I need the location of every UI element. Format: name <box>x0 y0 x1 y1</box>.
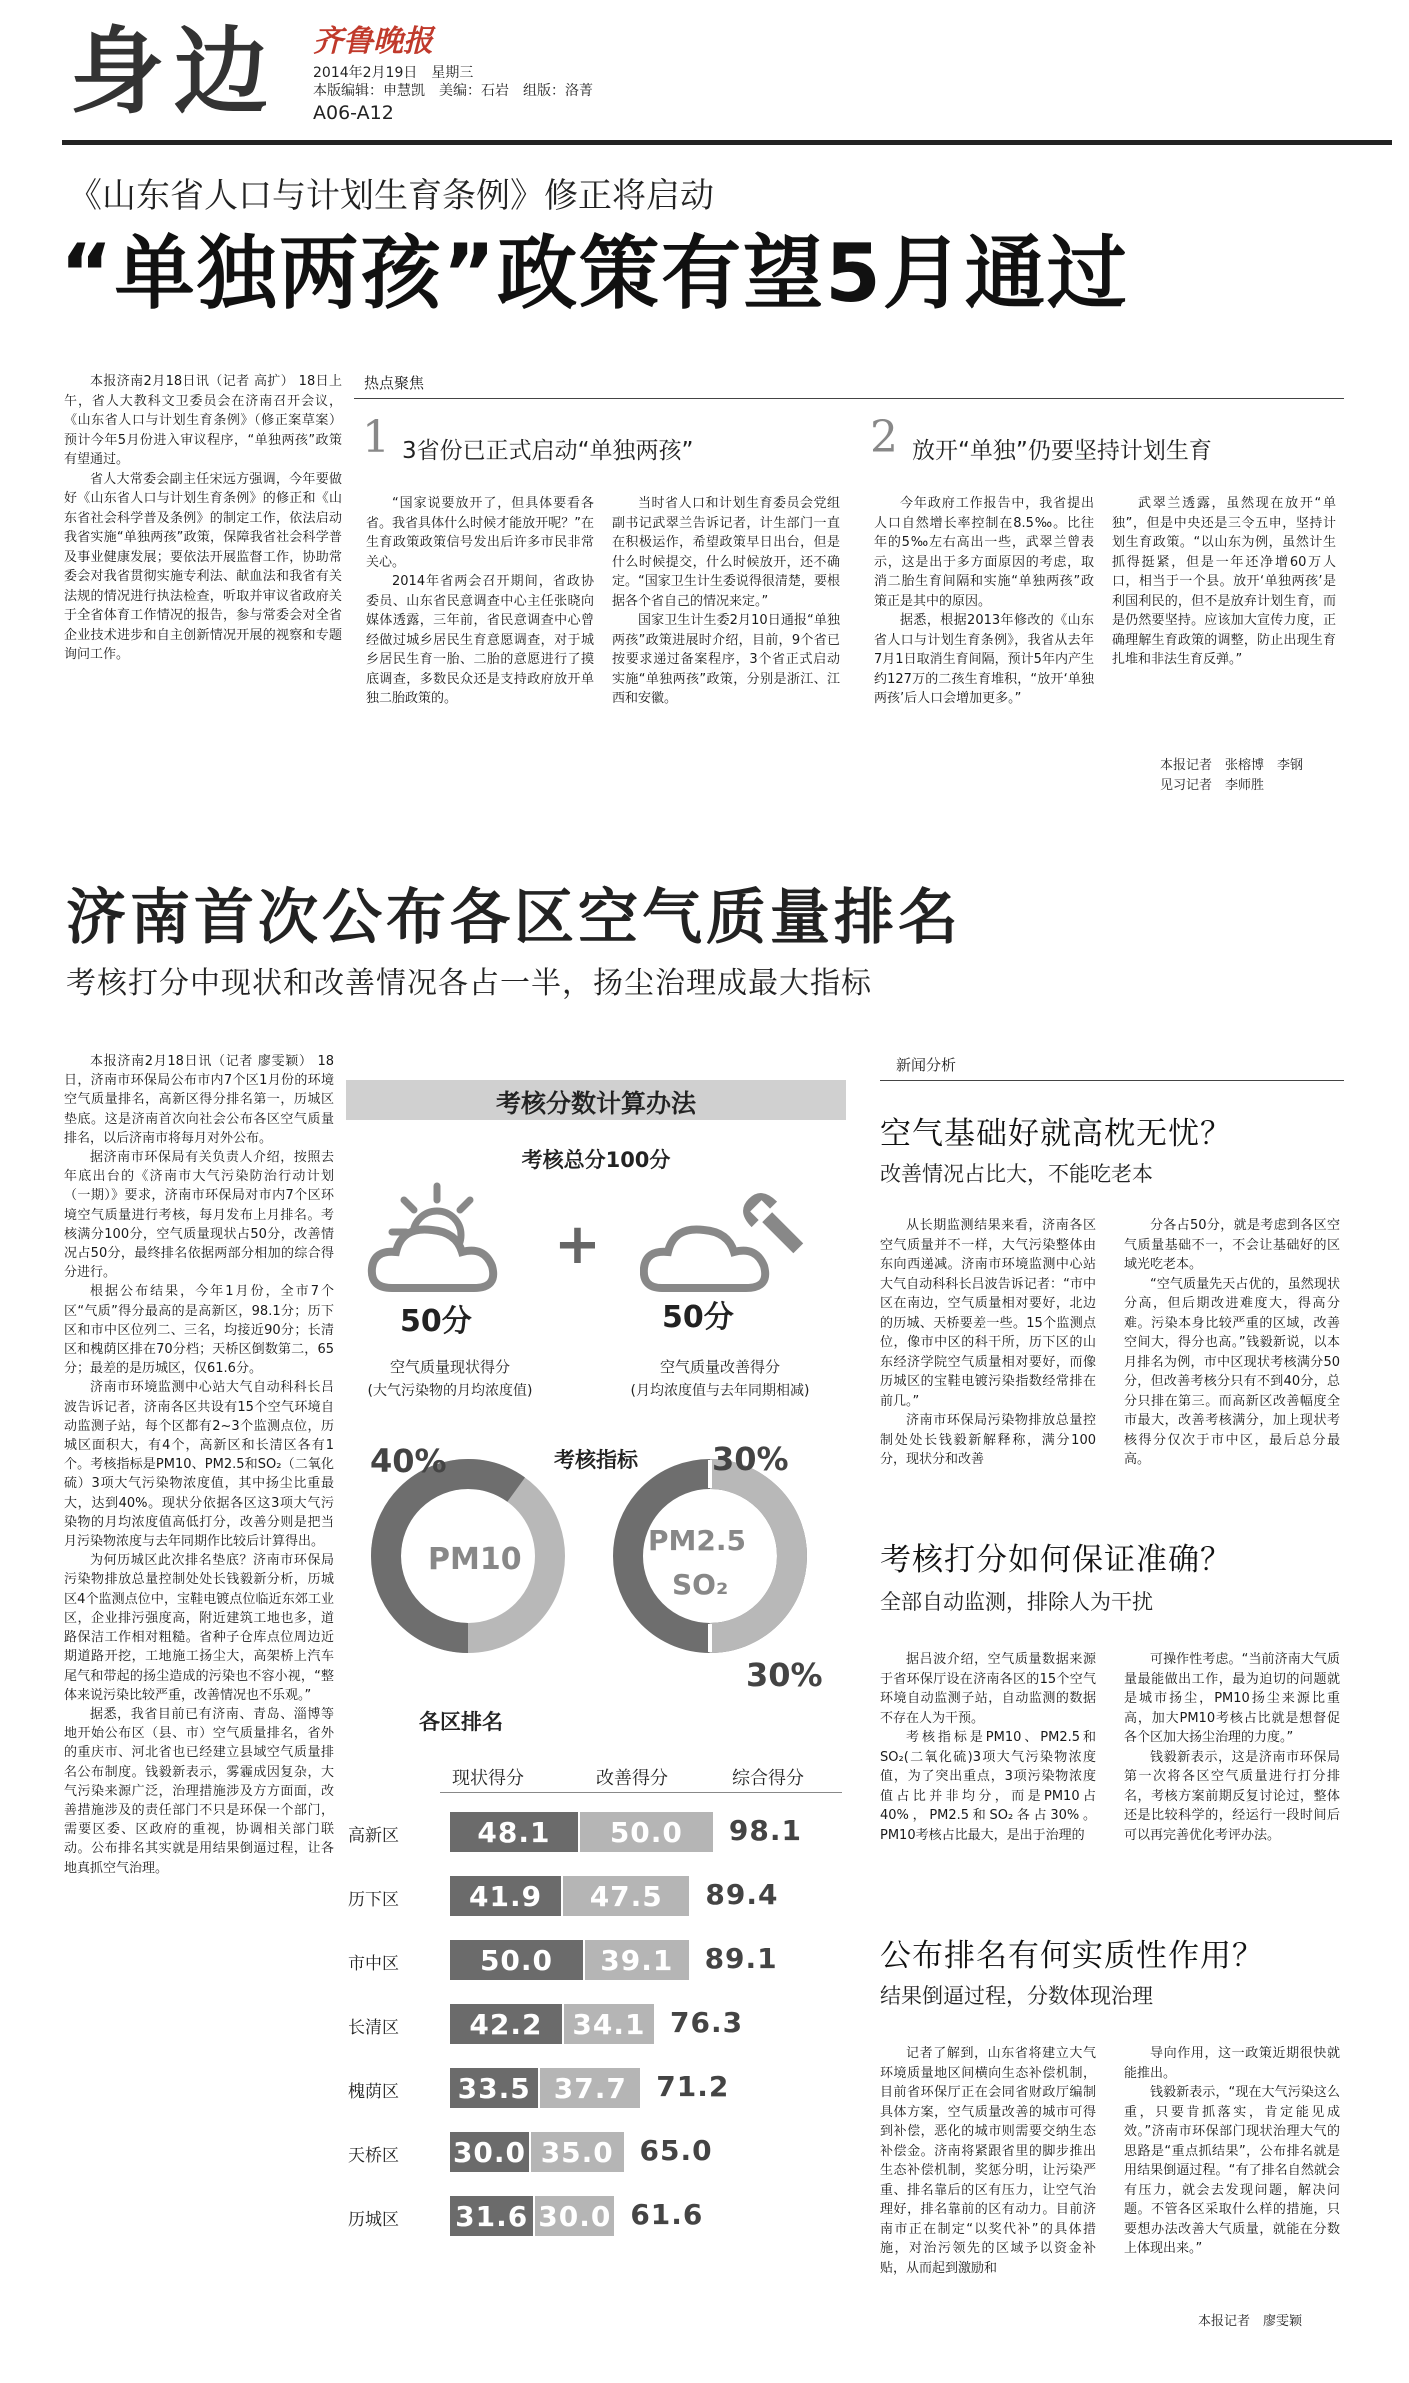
item1-title: 3省份已正式启动“单独两孩” <box>402 438 694 464</box>
q2-col-b <box>1124 1650 1340 1845</box>
info-total-label: 考核总分100分 <box>521 1148 671 1172</box>
paragraph: 当时省人口和计划生育委员会党组副书记武翠兰告诉记者，计生部门一直在积极运作，希望政策早日出台，但是什么时候提交，什么时候放开，还不确定。“国家卫生计生委说得很清楚，要根据各个省自己的情况来定。” <box>612 496 840 609</box>
right-caption-2: (月均浓度值与去年同期相减) <box>630 1383 810 1399</box>
ranking-rule <box>440 1792 842 1793</box>
q2-title: 考核打分如何保证准确？ <box>880 1542 1232 1578</box>
q2-col-a <box>880 1650 1096 1845</box>
item1-number: 1 <box>362 412 390 463</box>
improve-score-bar: 50.0 <box>580 1812 713 1852</box>
total-score-label: 71.2 <box>656 2070 730 2103</box>
total-score-label: 89.1 <box>704 1942 778 1975</box>
section-title: 身边 <box>70 18 279 127</box>
item1-col-b <box>612 494 840 709</box>
paragraph: 济南市环境监测中心站大气自动科科长吕波告诉记者，济南各区共设有15个空气环境自动监测子站，每个区都有2~3个监测点位，历城区面积大，有4个，高新区和长清区各有1个。考核指标是PM10、PM2.5和SO₂（二氧化硫）3项大气污染物浓度值，其中扬尘比重最大，达到40%。现状分依据各区这3项大气污染物的月均浓度值高低打分，改善分则是把当月污染物浓度与去年同期作比较后计算得出。 <box>64 1380 334 1550</box>
item1-col-a <box>366 494 594 709</box>
paragraph: 本报济南2月18日讯（记者 廖雯颖） 18日，济南市环保局公布市内7个区1月份的环境空气质量排名，高新区得分排名第一，历城区垫底。这是济南首次向社会公布各区空气质量排名，以后济南市将每月对外公布。 <box>64 1054 334 1146</box>
paragraph: 济南市环保局污染物排放总量控制处处长钱毅新解释称，满分100分，现状分和改善 <box>880 1413 1096 1467</box>
district-label: 长清区 <box>348 2018 399 2038</box>
current-score-bar: 30.0 <box>450 2132 529 2172</box>
so2-pct: 30% <box>746 1656 823 1694</box>
item2-col-b <box>1112 494 1336 670</box>
q1-title: 空气基础好就高枕无忧？ <box>880 1116 1232 1152</box>
story1-lead <box>64 372 342 665</box>
col-header-total: 综合得分 <box>732 1768 804 1789</box>
cloud-sun-icon <box>362 1180 532 1300</box>
item2-title: 放开“单独”仍要坚持计划生育 <box>912 438 1212 464</box>
paragraph: 根据公布结果，今年1月份，全市7个区“气质”得分最高的是高新区，98.1分；历下区和市中区位列二、三名，均接近90分；长清区和槐荫区排在70分档；天桥区倒数第二，65分；最差的是历城区，仅61.6分。 <box>64 1284 334 1377</box>
item2-number: 2 <box>870 412 898 463</box>
pm10-pct: 40% <box>370 1442 447 1480</box>
ranking-title: 各区排名 <box>419 1710 503 1734</box>
q3-byline: 本报记者 廖雯颖 <box>1198 2314 1303 2329</box>
q1-col-a <box>880 1216 1096 1470</box>
district-label: 历城区 <box>348 2210 399 2230</box>
paragraph: 钱毅新表示，这是济南市环保局第一次将各区空气质量进行打分排名，考核方案前期反复讨论过，整体还是比较科学的，经运行一段时间后可以再完善优化考评办法。 <box>1124 1749 1340 1843</box>
current-score-bar: 42.2 <box>450 2004 562 2044</box>
pm25-pct: 30% <box>712 1440 789 1478</box>
current-score-bar: 48.1 <box>450 1812 578 1852</box>
paragraph: 据悉，根据2013年修改的《山东省人口与计划生育条例》，我省从去年7月1日取消生育间隔，预计5年内产生约127万的二孩生育堆积，“放开‘单独两孩’后人口会增加更多。” <box>874 613 1094 706</box>
paragraph: 钱毅新表示，“现在大气污染这么重，只要肯抓落实，肯定能见成效。”济南市环保部门现状治理大气的思路是“重点抓结果”，公布排名就是用结果倒逼过程。“有了排名自然就会有压力，就会去发现问题，解决问题。不管各区采取什么样的措施，只要想办法改善大气质量，就能在分数上体现出来。” <box>1124 2085 1340 2256</box>
page-range: A06-A12 <box>313 102 394 124</box>
paragraph: 武翠兰透露，虽然现在放开“单独”，但是中央还是三令五申，坚持计划生育政策。“以山东为例，虽然计生抓得挺紧，但是一年还净增60万人口，相当于一个县。放开‘单独两孩’是利国利民的，但不是放弃计划生育，而是仍然要坚持。应该加大宣传力度，正确理解生育政策的调整，防止出现生育扎堆和非法生育反弹。” <box>1112 496 1336 667</box>
item2-byline-2: 见习记者 李师胜 <box>1160 778 1265 793</box>
item2-byline-1: 本报记者 张榕博 李钢 <box>1160 758 1304 773</box>
item2-col-a <box>874 494 1094 709</box>
paragraph: 可操作性考虑。“当前济南大气质量最能做出工作，最为迫切的问题就是城市扬尘，PM10扬尘来源比重高，加大PM10考核占比就是想督促各个区加大扬尘治理的力度。” <box>1124 1652 1340 1745</box>
indicators-title: 考核指标 <box>554 1448 638 1472</box>
pm25-label: PM2.5 <box>648 1524 746 1557</box>
paragraph: 据吕波介绍，空气质量数据来源于省环保厅设在济南各区的15个空气环境自动监测子站，自动监测的数据不存在人为干预。 <box>880 1652 1096 1726</box>
current-score-bar: 50.0 <box>450 1940 583 1980</box>
analysis-label: 新闻分析 <box>896 1056 957 1074</box>
improve-score-bar: 37.7 <box>540 2068 640 2108</box>
q3-sub: 结果倒逼过程，分数体现治理 <box>880 1984 1153 2008</box>
paragraph: 据悉，我省目前已有济南、青岛、淄博等地开始公布区（县、市）空气质量排名，省外的重庆市、河北省也已经建立县域空气质量排名公布制度。钱毅新表示，雾霾成因复杂，大气污染来源广泛，治理措施涉及方方面面，改善措施涉及的责任部门不只是环保一个部门，需要区委、区政府的重视，协调相关部门联动。公布排名其实就是用结果倒逼过程，让各地真抓空气治理。 <box>64 1706 334 1876</box>
paragraph: 考核指标是PM10、PM2.5和SO₂(二氧化硫)3项大气污染物浓度值，为了突出重点，3项污染物浓度值占比并非均分，而是PM10占40%，PM2.5和SO₂各占30%。PM10考核占比最大，是出于治理的 <box>880 1730 1096 1843</box>
info-title: 考核分数计算办法 <box>495 1089 696 1118</box>
paragraph: 2014年省两会召开期间，省政协委员、山东省民意调查中心主任张晓向媒体透露，三年前，省民意调查中心曾经做过城乡居民生育意愿调查，对于城乡居民生育一胎、二胎的意愿进行了摸底调查，多数民众还是支持政府放开单独二胎政策的。 <box>366 574 594 706</box>
district-label: 历下区 <box>348 1890 399 1910</box>
story1-headline: “单独两孩”政策有望5月通过 <box>60 227 1129 320</box>
paragraph: 国家卫生计生委2月10日通报“单独两孩”政策进展时介绍，目前，9个省已按要求递过备案程序，3个省正式启动实施“单独两孩”政策，分别是浙江、江西和安徽。 <box>612 613 840 706</box>
paragraph: “国家说要放开了，但具体要看各省。我省具体什么时候才能放开呢？”在生育政策政策信号发出后许多市民非常关心。 <box>366 496 594 570</box>
district-label: 市中区 <box>348 1954 399 1974</box>
paragraph: 据济南市环保局有关负责人介绍，按照去年底出台的《济南市大气污染防治行动计划（一期）》要求，济南市环保局对市内7个区环境空气质量进行考核，每月发布上月排名。考核满分100分，空气质量现状占50分，改善情况占50分，最终排名依据两部分相加的综合得分进行。 <box>64 1150 334 1281</box>
right-caption-1: 空气质量改善得分 <box>659 1358 780 1376</box>
current-score-bar: 33.5 <box>450 2068 538 2108</box>
paragraph: 省人大常委会副主任宋远方强调，今年要做好《山东省人口与计划生育条例》的修正和《山东省社会科学普及条例》的制定工作，依法启动我省实施“单独两孩”政策，保障我省社会科学普及事业健康发展；要依法开展监督工作，协助常委会对我省贯彻实施专利法、献血法和我省有关法规的情况进行执法检查，听取并审议省政府关于全省体育工作情况的报告，参与常委会对全省企业技术进步和自主创新情况开展的视察和专题询问工作。 <box>64 471 342 662</box>
left-points: 50分 <box>400 1304 472 1339</box>
cloud-wrench-icon <box>640 1180 820 1300</box>
paragraph: “空气质量先天占优的，虽然现状分高，但后期改进难度大，得高分难。污染本身比较严重的区域，改善空间大，得分也高。”钱毅新说，以本月排名为例，市中区现状考核满分50分，但改善考核分只有不到40分，总分只排在第三。而高新区改善幅度全市最大，改善考核满分，加上现状考核得分仅次于市中区，最后总分最高。 <box>1124 1276 1340 1467</box>
analysis-rule <box>880 1080 1344 1081</box>
col-header-improve: 改善得分 <box>596 1768 668 1789</box>
q3-col-b <box>1124 2044 1340 2259</box>
total-score-label: 89.4 <box>705 1878 779 1911</box>
improve-score-bar: 30.0 <box>535 2196 614 2236</box>
q1-col-b <box>1124 1216 1340 1470</box>
col-header-current: 现状得分 <box>452 1768 524 1789</box>
current-score-bar: 41.9 <box>450 1876 561 1916</box>
focus-rule <box>354 398 1344 399</box>
q3-col-a <box>880 2044 1096 2278</box>
left-caption-2: (大气污染物的月均浓度值) <box>367 1383 533 1399</box>
total-score-label: 61.6 <box>630 2198 704 2231</box>
current-score-bar: 31.6 <box>450 2196 533 2236</box>
plus-sign: + <box>554 1212 601 1277</box>
paragraph: 导向作用，这一政策近期很快就能推出。 <box>1124 2046 1340 2081</box>
right-points: 50分 <box>662 1300 734 1335</box>
staff-line: 本版编辑：申慧凯 美编：石岩 组版：洛菁 <box>313 83 593 99</box>
q2-sub: 全部自动监测，排除人为干扰 <box>880 1590 1153 1614</box>
focus-label: 热点聚焦 <box>364 374 425 392</box>
story2-left-col <box>64 1052 334 1878</box>
improve-score-bar: 34.1 <box>564 2004 654 2044</box>
paragraph: 记者了解到，山东省将建立大气环境质量地区间横向生态补偿机制，目前省环保厅正在会同省财政厅编制具体方案，空气质量改善的城市可得到补偿，恶化的城市则需要交纳生态补偿金。济南将紧跟省里的脚步推出生态补偿机制，奖惩分明，让污染严重、排名靠后的区有压力，让空气治理好，排名靠前的区有动力。目前济南市正在制定“以奖代补”的具体措施，对治污领先的区域予以资金补贴，从而起到激励和 <box>880 2046 1096 2276</box>
pm10-label: PM10 <box>428 1542 522 1577</box>
date-line: 2014年2月19日 星期三 <box>313 65 474 81</box>
district-label: 高新区 <box>348 1826 399 1846</box>
paragraph: 今年政府工作报告中，我省提出人口自然增长率控制在8.5‰。比往年的5‰左右高出一些，武翠兰曾表示，这是出于多方面原因的考虑，取消二胎生育间隔和实施“单独两孩”政策正是其中的原因。 <box>874 496 1094 609</box>
story2-subhead: 考核打分中现状和改善情况各占一半，扬尘治理成最大指标 <box>66 966 872 1001</box>
paragraph: 分各占50分，就是考虑到各区空气质量基础不一，不会让基础好的区域光吃老本。 <box>1124 1218 1340 1272</box>
improve-score-bar: 35.0 <box>531 2132 624 2172</box>
paragraph: 为何历城区此次排名垫底？济南市环保局污染物排放总量控制处处长钱毅新分析，历城区4个监测点位中，宝鞋电镀点位临近东郊工业区，企业排污强度高，附近建筑工地也多，道路保洁工作相对粗糙。省种子仓库点位周边近期道路开挖，工地施工扬尘大，高架桥上汽车尾气和带起的扬尘造成的污染也不容小视，“整体来说污染比较严重，改善情况也不乐观。” <box>64 1553 334 1703</box>
district-label: 槐荫区 <box>348 2082 399 2102</box>
improve-score-bar: 39.1 <box>585 1940 689 1980</box>
paragraph: 本报济南2月18日讯（记者 高扩） 18日上午，省人大教科文卫委员会在济南召开会议，《山东省人口与计划生育条例》（修正案草案）预计今年5月份进入审议程序，“单独两孩”政策有望通过。 <box>64 374 342 467</box>
total-score-label: 76.3 <box>670 2006 744 2039</box>
total-score-label: 98.1 <box>728 1814 802 1847</box>
so2-label: SO₂ <box>672 1568 729 1601</box>
story1-kicker: 《山东省人口与计划生育条例》修正将启动 <box>68 176 714 216</box>
q3-title: 公布排名有何实质性作用？ <box>880 1938 1264 1974</box>
q1-sub: 改善情况占比大，不能吃老本 <box>880 1162 1153 1186</box>
paragraph: 从长期监测结果来看，济南各区空气质量并不一样，大气污染整体由东向西递减。济南市环境监测中心站大气自动科科长吕波告诉记者：“市中区在南边，空气质量相对要好，北边的历城、天桥要差一些。15个监测点位，像市中区的科干所，历下区的山东经济学院空气质量相对要好，而像历城区的宝鞋电镀污染指数经常排在前几。” <box>880 1218 1096 1409</box>
header-rule <box>62 140 1392 145</box>
district-label: 天桥区 <box>348 2146 399 2166</box>
story2-headline: 济南首次公布各区空气质量排名 <box>66 883 962 953</box>
improve-score-bar: 47.5 <box>563 1876 689 1916</box>
paper-name: 齐鲁晚报 <box>313 24 433 59</box>
left-caption-1: 空气质量现状得分 <box>389 1358 510 1376</box>
total-score-label: 65.0 <box>639 2134 713 2167</box>
